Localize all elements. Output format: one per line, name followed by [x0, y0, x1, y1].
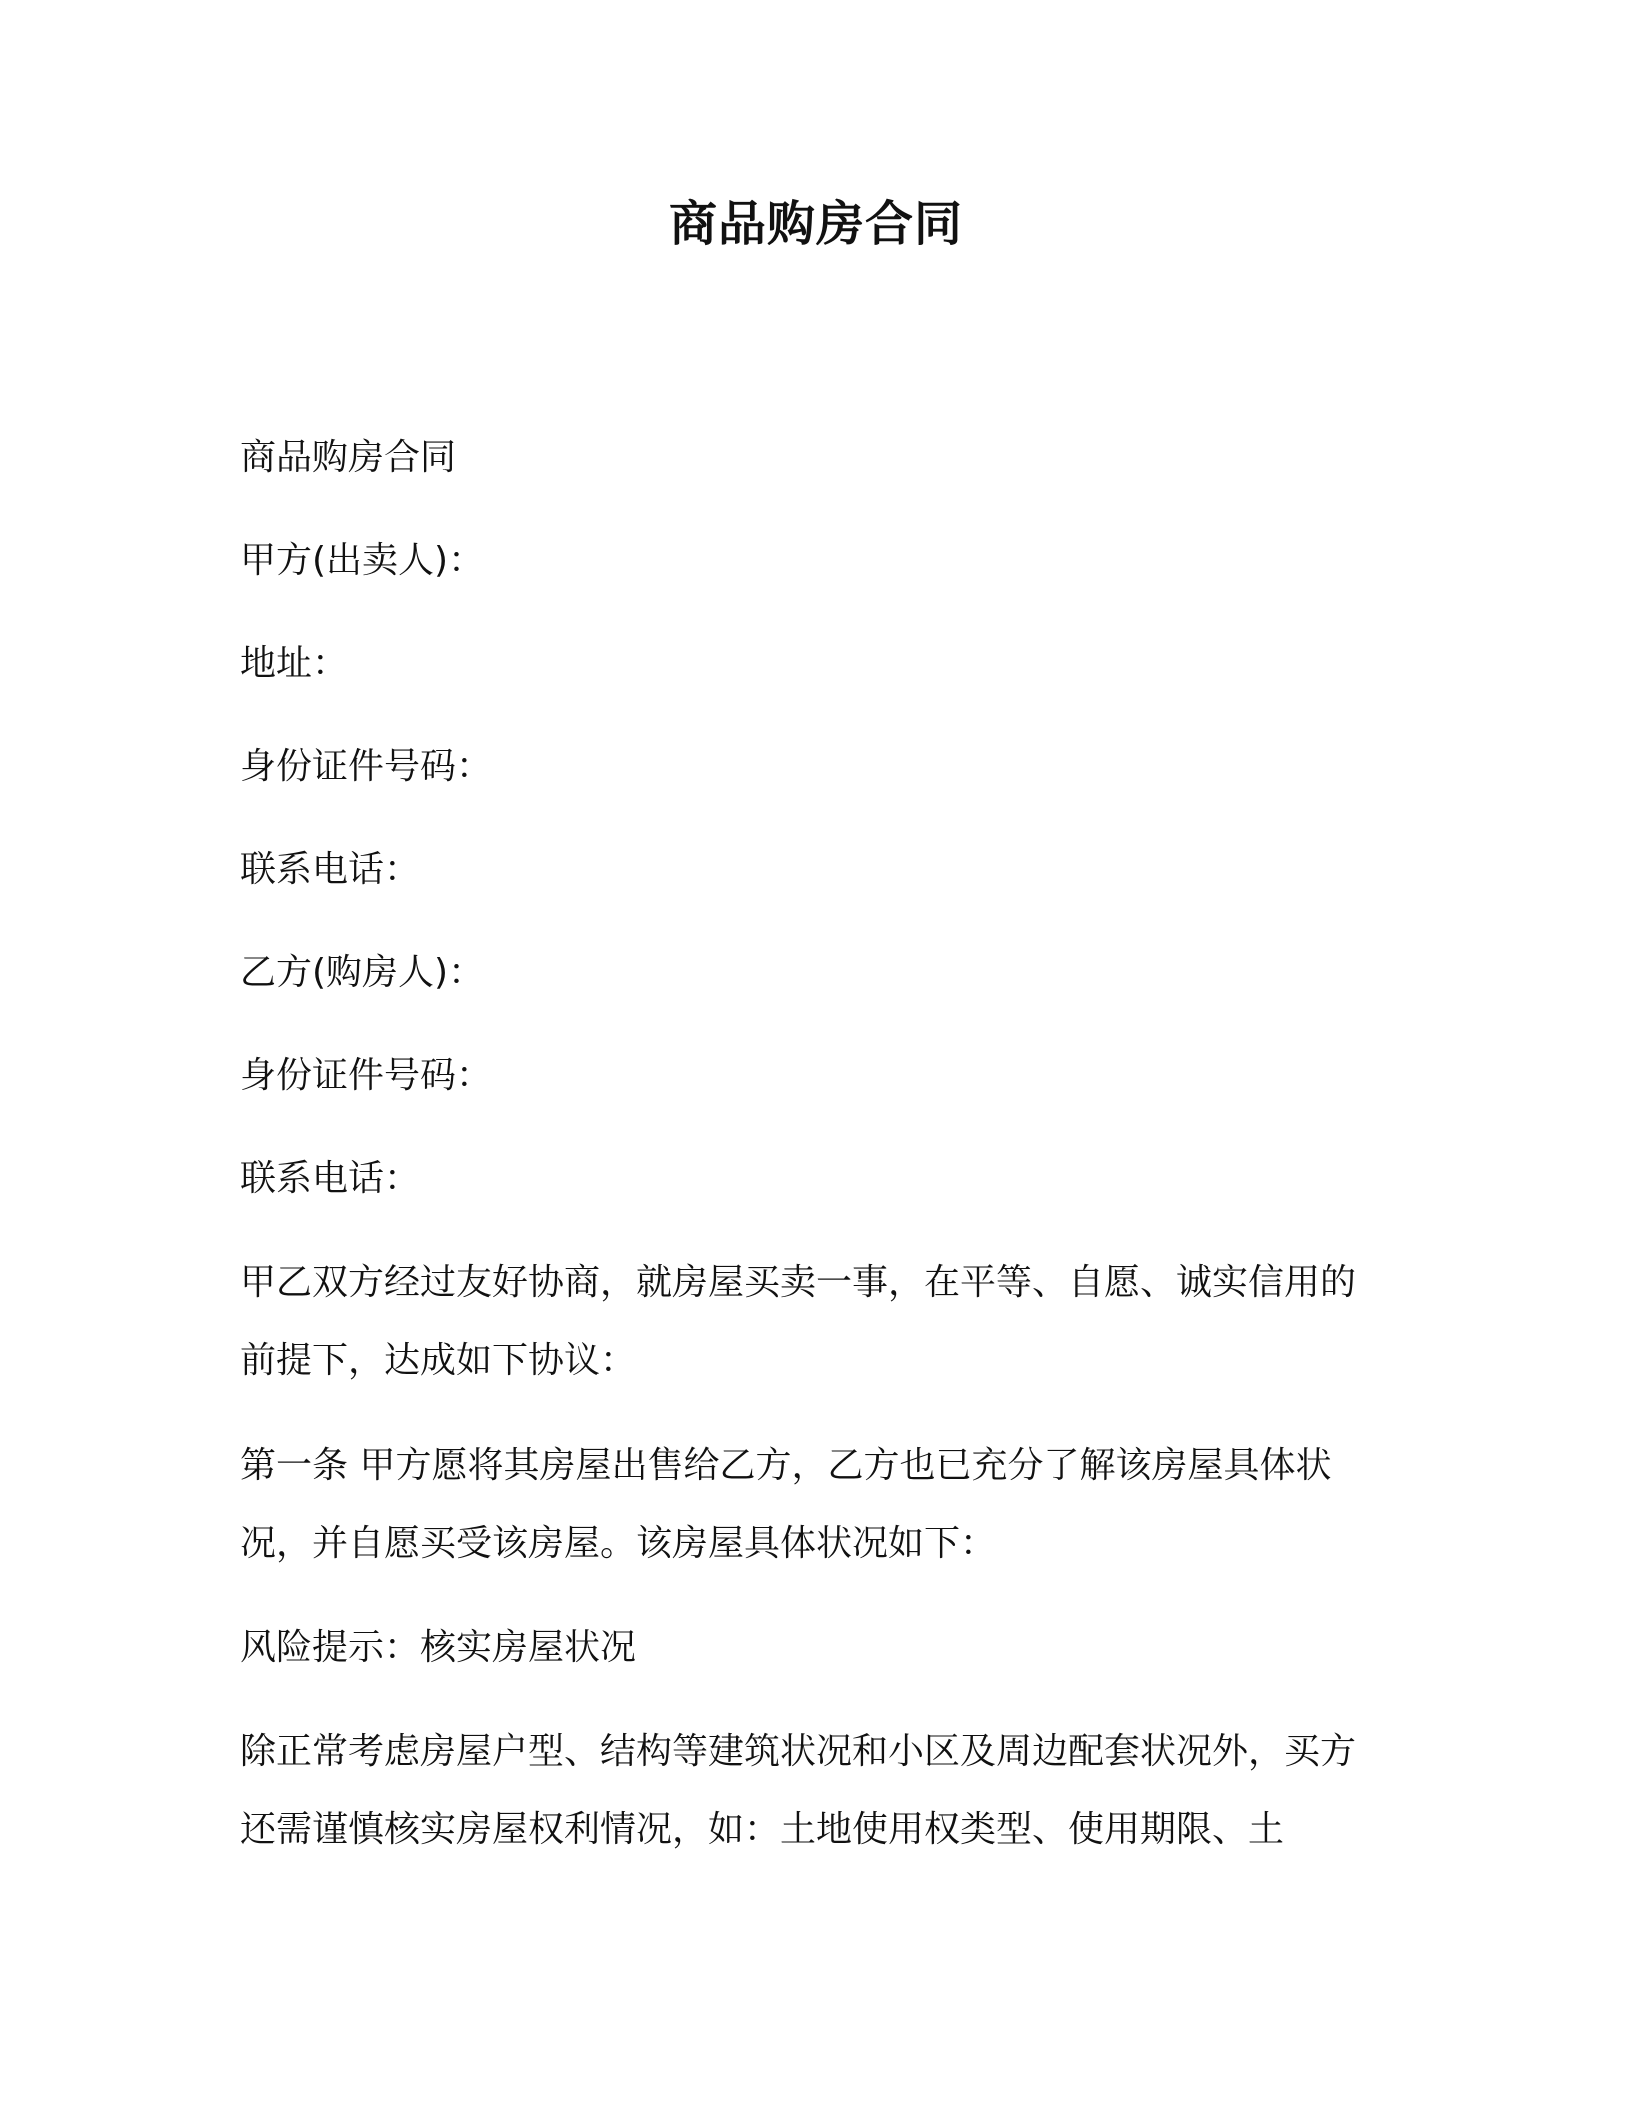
- document-title: 商品购房合同: [668, 196, 963, 252]
- paragraph-party-a: 甲方(出卖人)：: [240, 540, 485, 581]
- paragraph-party-a-id: 身份证件号码：: [240, 746, 493, 787]
- paragraph-party-b-phone: 联系电话：: [240, 1158, 421, 1199]
- paragraph-address: 地址：: [240, 643, 349, 684]
- paragraph-risk-notice: 风险提示：核实房屋状况: [240, 1627, 637, 1668]
- paragraph-party-b-id: 身份证件号码：: [240, 1055, 493, 1096]
- document-body: [240, 420, 1372, 1869]
- paragraph-risk-detail: 除正常考虑房屋户型、结构等建筑状况和小区及周边配套状况外，买方还需谨慎核实房屋权利情况，如：土地使用权类型、使用期限、土: [240, 1731, 1357, 1850]
- paragraph-party-b: 乙方(购房人)：: [240, 952, 485, 993]
- paragraph-agreement-intro: 甲乙双方经过友好协商，就房屋买卖一事，在平等、自愿、诚实信用的前提下，达成如下协议：: [240, 1262, 1357, 1381]
- paragraph-article-1: 第一条 甲方愿将其房屋出售给乙方，乙方也已充分了解该房屋具体状况，并自愿买受该房屋。该房屋具体状况如下：: [240, 1445, 1332, 1564]
- paragraph-subtitle: 商品购房合同: [240, 437, 457, 478]
- paragraph-party-a-phone: 联系电话：: [240, 849, 421, 890]
